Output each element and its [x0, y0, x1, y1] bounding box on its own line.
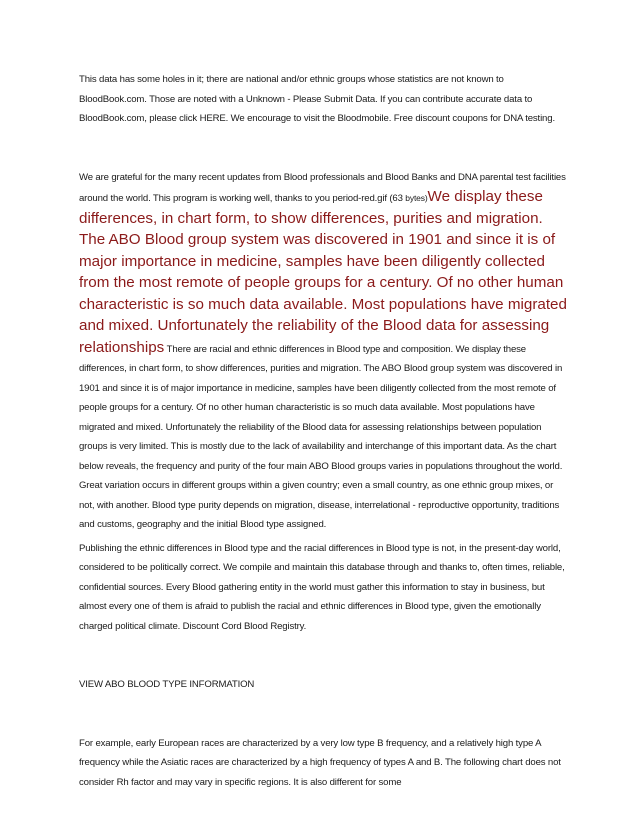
intro-text-3: . [388, 113, 394, 124]
grateful-paragraph [79, 168, 567, 535]
bloodmobile-link[interactable]: Bloodmobile [337, 113, 389, 124]
publishing-paragraph [79, 539, 567, 637]
intro-text: This data has some holes in it; there are national and/or ethnic groups whose statistics are not known to BloodBook.com. Those are noted with a Unknown - Please Submit Data. If you can contribute accurate data to BloodBook.com, please click [79, 74, 533, 124]
bytes-label: bytes) [405, 193, 428, 203]
intro-text-2: . We encourage to visit the [225, 113, 338, 124]
document-page [79, 70, 567, 792]
intro-text-4: . [552, 113, 555, 124]
example-paragraph [79, 734, 567, 793]
cord-blood-link[interactable]: Discount Cord Blood Registry [182, 620, 304, 632]
intro-paragraph [79, 70, 567, 129]
view-abo-link[interactable]: VIEW ABO BLOOD TYPE INFORMATION [79, 679, 255, 690]
spacer [79, 129, 567, 168]
dna-coupons-link[interactable]: Free discount coupons for DNA testing [393, 113, 553, 124]
here-link[interactable]: HERE [199, 113, 226, 124]
publishing-end: . [303, 620, 307, 632]
view-abo-paragraph [79, 675, 567, 695]
highlight-text: We display these differences, in chart form, to show differences, purities and migration. The ABO Blood group system was discovered in 1901 and since it is of major importance in medicine, samples have been diligently collected from the most remote of people groups for a century. Of no other human characteristic is so much data available. Most populations have migrated and mixed. Unfortunately the reliability of the Blood data for assessing relationships [79, 188, 567, 356]
grateful-text: We are grateful for the many recent updates from Blood professionals and Blood Banks and DNA parental test facilities around the world. This program is working well, thanks to you period-red.gif (63 [79, 171, 566, 204]
example-text: For example, early European races are characterized by a very low type B frequency, and a relatively high type A frequency while the Asiatic races are characterized by a high frequency of types A and B. The following chart does not consider Rh factor and may vary in specific regions. It is also different for some [79, 737, 561, 788]
spacer [79, 695, 567, 734]
spacer [79, 636, 567, 675]
abo-text: There are racial and ethnic differences in Blood type and composition. We display these differences, in chart form, to show differences, purities and migration. The ABO Blood group system was discovered in 1901 and since it is of major importance in medicine, samples have been diligently collected from the most remote of people groups for a century. Of no other human characteristic is so much data available. Most populations have migrated and mixed. Unfortunately the reliability of the Blood data for assessing relationships between population groups is very limited. This is mostly due to the lack of availability and interchange of this important data. As the chart below reveals, the frequency and purity of the four main ABO Blood groups varies in populations throughout the world. Great variation occurs in different groups within a given country; even a small country, as one ethnic group mixes, or not, with another. Blood type purity depends on migration, disease, interrelational - reproductive opportunity, traditions and customs, geography and the initial Blood type assigned. [79, 343, 563, 530]
publishing-text: Publishing the ethnic differences in Blood type and the racial differences in Blood type is not, in the present-day world, considered to be politically correct. We compile and maintain this database through and thanks to, often times, reliable, confidential sources. Every Blood gathering entity in the world must gather this information to stay in business, but almost every one of them is afraid to publish the racial and ethnic differences in Blood type, given the emotionally charged political climate. [79, 542, 565, 632]
